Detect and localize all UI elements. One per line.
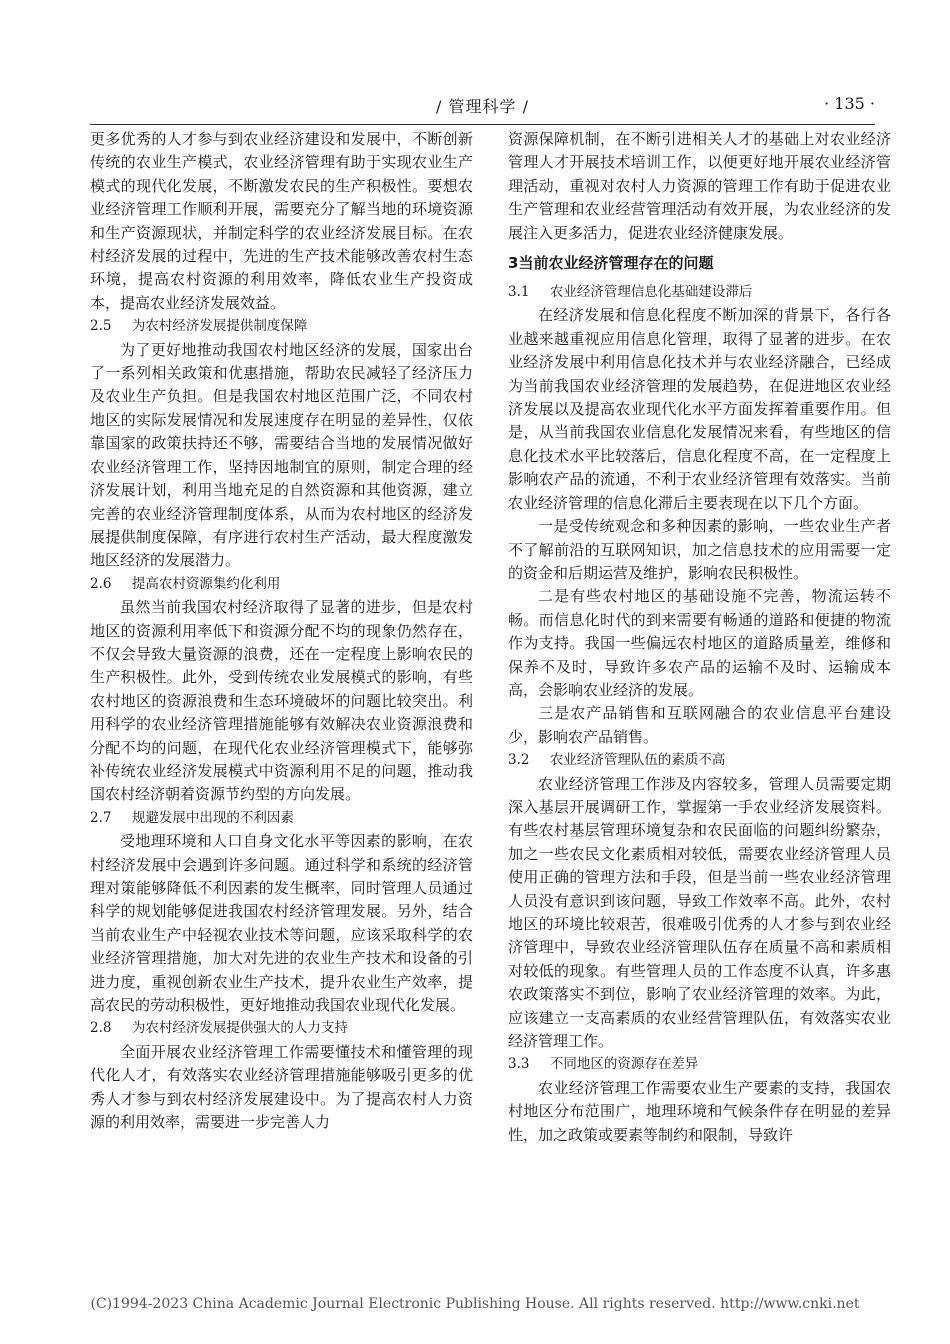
section-number: 2.8 (90, 1020, 112, 1037)
subsection-heading (508, 749, 891, 772)
body-paragraph: 全面开展农业经济管理工作需要懂技术和懂管理的现代化人才，有效落实农业经济管理措施能够吸引更多的优秀人才参与到农村经济发展建设中。为了提高农村人力资源的利用效率，需要进一步完善人力 (90, 1042, 473, 1132)
section-title: 不同地区的资源存在差异 (549, 1056, 699, 1073)
body-paragraph: 受地理环境和人口自身文化水平等因素的影响，在农村经济发展中会遇到许多问题。通过科学和系统的经济管理对策能够降低不利因素的发生概率，同时管理人员通过科学的规划能够促进我国农村经济管理发展。另外，结合当前农业生产中轻视农业技术等问题，应该采取科学的农业经济管理措施，加大对先进的农业生产技术和设备的引进力度，重视创新农业生产技术，提升农业生产效率，提高农民的劳动积极性，更好地推动我国农业现代化发展。 (90, 832, 473, 1015)
section-number: 3.3 (508, 1056, 530, 1073)
page-header (90, 94, 875, 122)
section-title: 农业经济管理信息化基础建设滞后 (549, 284, 753, 301)
body-paragraph: 虽然当前我国农村经济取得了显著的进步，但是农村地区的资源利用率低下和资源分配不均的现象仍然存在，不仅会导致大量资源的浪费，还在一定程度上影响农民的生产积极性。此外，受到传统农业发展模式的影响，有些农村地区的资源浪费和生态环境破坏的问题比较突出。利用科学的农业经济管理措施能够有效解决农业资源浪费和分配不均的问题，在现代化农业经济管理模式下，能够弥补传统农业经济发展模式中资源利用不足的问题，推动我国农村经济朝着资源节约型的方向发展。 (90, 598, 473, 804)
body-paragraph: 更多优秀的人才参与到农业经济建设和发展中，不断创新传统的农业生产模式，农业经济管理有助于实现农业生产模式的现代化发展，不断激发农民的生产积极性。要想农业经济管理工作顺利开展，需要充分了解当地的环境资源和生产资源现状，并制定科学的农业经济发展目标。在农村经济发展的过程中，先进的生产技术能够改善农村生态环境，提高农村资源的利用效率，降低农业生产投资成本，提高农业经济发展效益。 (90, 130, 473, 312)
header-rule (90, 124, 875, 125)
section-title: 当前农业经济管理存在的问题 (518, 254, 714, 273)
body-paragraph: 一是受传统观念和多种因素的影响，一些农业生产者不了解前沿的互联网知识，加之信息技术的应用需要一定的资金和后期运营及维护，影响农民积极性。 (508, 517, 891, 582)
subsection-heading (90, 315, 473, 338)
body-paragraph: 农业经济管理工作需要农业生产要素的支持，我国农村地区分布范围广，地理环境和气候条件存在明显的差异性，加之政策或要素等制约和限制，导致许 (508, 1078, 891, 1144)
section-title: 提高农村资源集约化利用 (131, 575, 281, 592)
section-number: 2.5 (90, 318, 112, 335)
body-paragraph: 为了更好地推动我国农村地区经济的发展，国家出台了一系列相关政策和优惠措施，帮助农民减轻了经济压力及农业生产负担。但是我国农村地区范围广泛，不同农村地区的实际发展情况和发展速度存在明显的差异性，仅依靠国家的政策扶持还不够，需要结合当地的发展情况做好农业经济管理工作，坚持因地制宜的原则，制定合理的经济发展计划，利用当地充足的自然资源和其他资源，建立完善的农业经济管理制度体系，从而为农村地区的经济发展提供制度保障，有序进行农村生产活动，最大程度激发地区经济的发展潜力。 (90, 340, 473, 570)
subsection-heading (90, 807, 473, 830)
body-paragraph: 资源保障机制，在不断引进相关人才的基础上对农业经济管理人才开展技术培训工作，以便更好地开展农业经济管理活动，重视对农村人力资源的管理工作有助于促进农业生产管理和农业经营管理活动有效开展，为农业经济的发展注入更多活力，促进农业经济健康发展。 (508, 130, 891, 242)
body-paragraph: 二是有些农村地区的基础设施不完善，物流运转不畅。而信息化时代的到来需要有畅通的道路和便捷的物流作为支持。我国一些偏远农村地区的道路质量差，维修和保养不及时，导致许多农产品的运输不及时、运输成本高，会影响农业经济的发展。 (508, 587, 891, 699)
left-column (90, 128, 473, 1134)
section-number: 2.7 (90, 809, 112, 826)
subsection-heading (508, 1053, 891, 1076)
right-column (508, 128, 891, 1147)
section-title: 为农村经济发展提供制度保障 (131, 318, 308, 335)
subsection-heading (90, 1017, 473, 1040)
section-title: 农业经济管理队伍的素质不高 (549, 752, 726, 769)
section-number: 2.6 (90, 575, 112, 592)
section-number: 3.2 (508, 752, 530, 769)
section-number: 3 (508, 254, 519, 273)
body-paragraph: 农业经济管理工作涉及内容较多，管理人员需要定期深入基层开展调研工作，掌握第一手农业经济发展资料。有些农村基层管理环境复杂和农民面临的问题纠纷繁杂，加之一些农民文化素质相对较低，需要农业经济管理人员使用正确的管理方法和手段，但是当前一些农业经济管理人员没有意识到该问题，导致工作效率不高。此外，农村地区的环境比较艰苦，很难吸引优秀的人才参与到农业经济管理中，导致农业经济管理队伍存在质量不高和素质相对较低的现象。有些管理人员的工作态度不认真，许多惠农政策落实不到位，影响了农业经济管理的效率。为此，应该建立一支高素质的农业经营管理队伍，有效落实农业经济管理工作。 (508, 774, 891, 1051)
journal-title: / 管理科学 / (436, 97, 529, 116)
subsection-heading (90, 573, 473, 596)
page-number: · 135 · (824, 94, 875, 113)
subsection-heading (508, 281, 891, 304)
body-paragraph: 在经济发展和信息化程度不断加深的背景下，各行各业越来越重视应用信息化管理，取得了显著的进步。在农业经济发展中利用信息化技术并与农业经济融合，已经成为当前我国农业经济管理的发展趋势，在促进地区农业经济发展以及提高农业现代化水平方面发挥着重要作用。但是，从当前我国农业信息化发展情况来看，有些地区的信息化技术水平比较落后，信息化程度不高，在一定程度上影响农产品的流通，不利于农业经济管理有效落实。当前农业经济管理的信息化滞后主要表现在以下几个方面。 (508, 306, 891, 512)
section-number: 3.1 (508, 284, 530, 301)
body-paragraph: 三是农产品销售和互联网融合的农业信息平台建设少，影响农产品销售。 (508, 704, 891, 746)
section-title: 规避发展中出现的不利因素 (131, 809, 294, 826)
section-heading (508, 249, 891, 277)
section-title: 为农村经济发展提供强大的人力支持 (131, 1020, 348, 1037)
copyright-footer: (C)1994-2023 China Academic Journal Electronic Publishing House. All rights reserved. http://www.cnki.net (90, 1296, 860, 1312)
